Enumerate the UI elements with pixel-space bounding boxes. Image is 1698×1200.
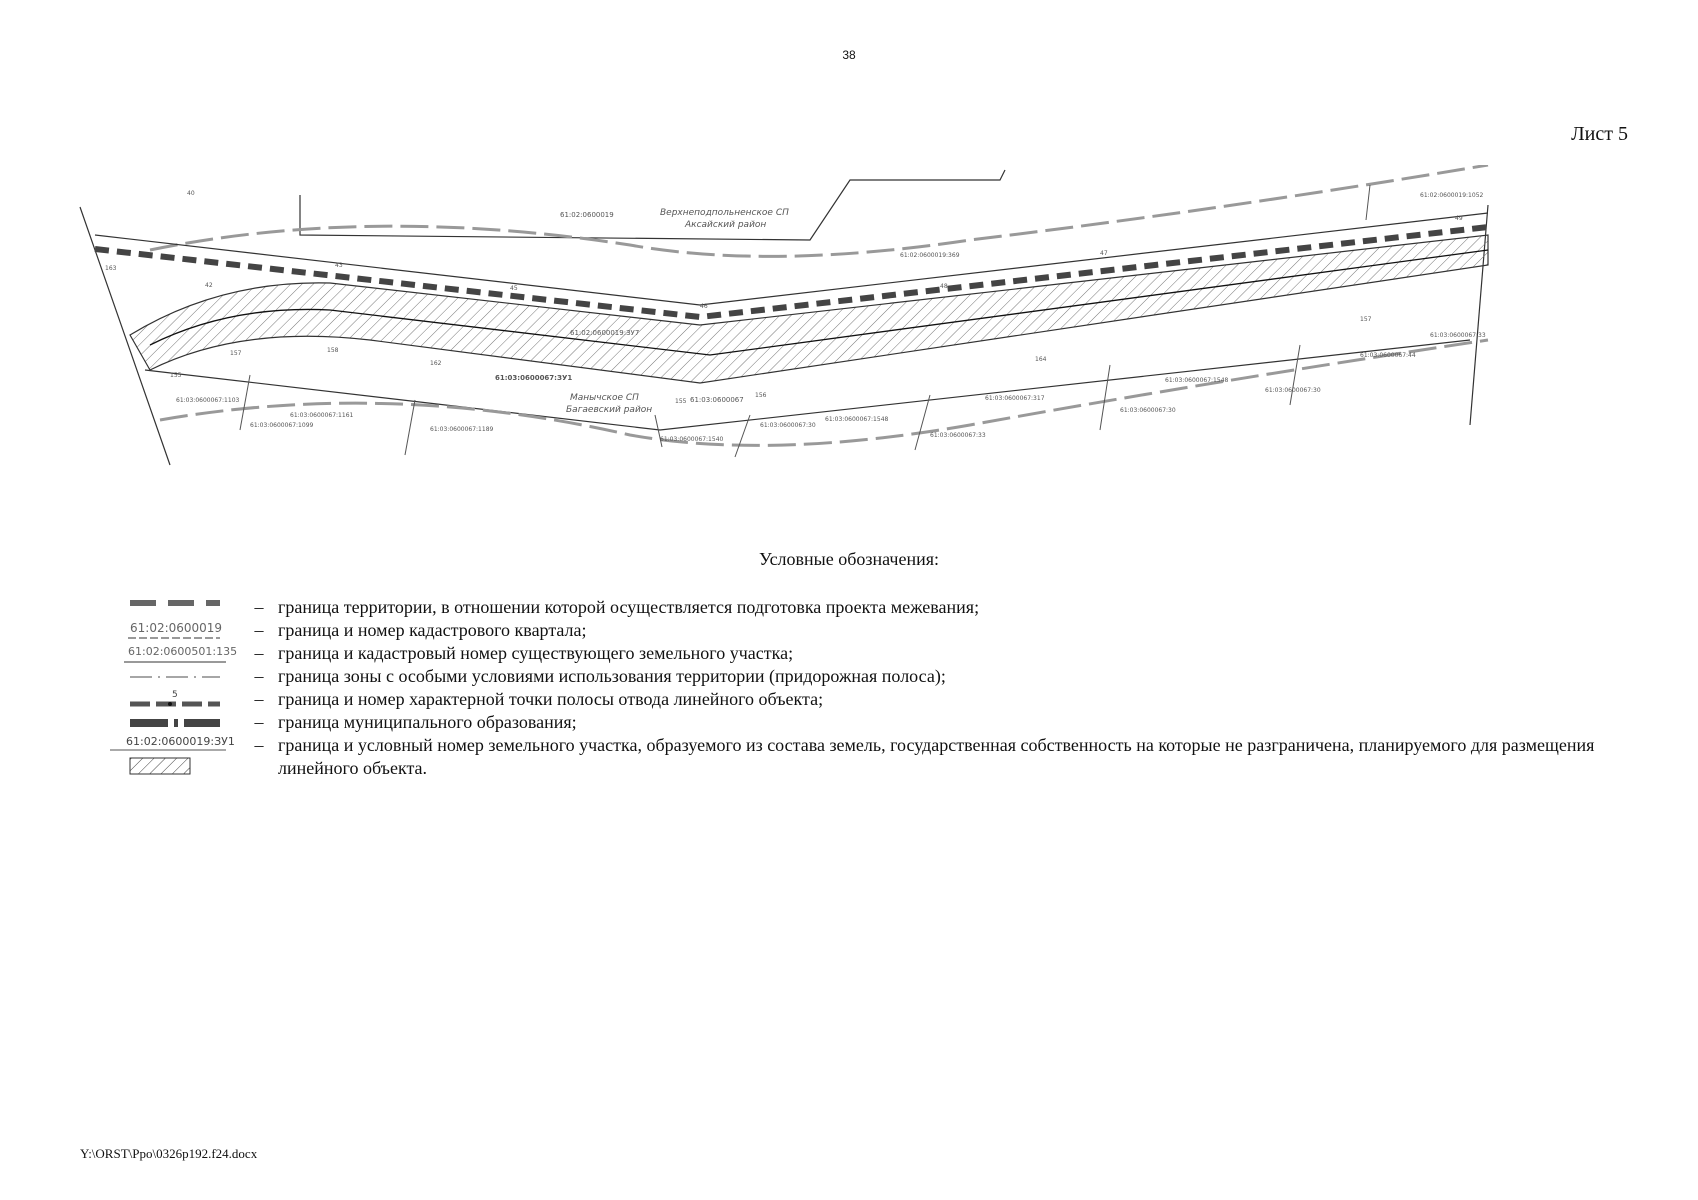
parcel-b11-label: 61:03:0600067:30 xyxy=(1265,387,1321,394)
legend-symbol-label: 61:02:0600019 xyxy=(130,621,223,635)
legend-dash: – xyxy=(254,666,264,686)
parcel-b3-label: 61:03:0600067:1161 xyxy=(290,412,354,419)
legend-text: граница и кадастровый номер существующего земельного участка; xyxy=(278,643,794,663)
point-label: 49 xyxy=(1455,215,1463,222)
legend xyxy=(110,596,1610,780)
parcel-b10-label: 61:03:0600067:1548 xyxy=(1165,377,1229,384)
parcel-b9-label: 61:03:0600067:317 xyxy=(985,395,1045,402)
point-label: 157 xyxy=(1360,316,1372,323)
parcel-b1-label: 61:03:0600067:1103 xyxy=(176,397,240,404)
legend-item xyxy=(110,642,1610,665)
sheet-label: Лист 5 xyxy=(1571,123,1628,145)
legend-symbol-parcel xyxy=(110,642,240,665)
legend-dash: – xyxy=(254,643,264,663)
parcel-b8-label: 61:03:0600067:33 xyxy=(930,432,986,439)
parcel-b5-label: 61:03:0600067:1540 xyxy=(660,436,724,443)
quarter-boundary-top xyxy=(150,165,1488,256)
district-boundary-top xyxy=(300,170,1005,240)
legend-text: граница зоны с особыми условиями использования территории (придорожная полоса); xyxy=(278,666,946,686)
legend-dash: – xyxy=(254,689,264,709)
legend-item xyxy=(110,711,1610,734)
legend-text: граница муниципального образования; xyxy=(278,712,577,732)
legend-text: граница и условный номер земельного участка, образуемого из состава земель, государственная собственность на которые не разграничена, планируемого для размещения линейного объекта. xyxy=(278,735,1595,778)
page-number: 38 xyxy=(842,48,856,62)
parcel-b7-label: 61:03:0600067:1548 xyxy=(825,416,889,423)
point-label: 156 xyxy=(755,392,767,399)
point-label: 40 xyxy=(187,190,195,197)
legend-dash: – xyxy=(254,735,264,755)
point-label: 45 xyxy=(510,285,518,292)
legend-symbol-label: 61:02:0600019:ЗУ1 xyxy=(126,735,235,748)
point-label: 46 xyxy=(700,303,708,310)
legend-symbol-point xyxy=(110,688,240,711)
planned-parcel-main-label: 61:02:0600019:ЗУ7 xyxy=(570,329,640,337)
legend-symbol-label: 61:02:0600501:135 xyxy=(128,645,238,658)
point-label: 47 xyxy=(1100,250,1108,257)
parcel-right-b-label: 61:03:0600067:33 xyxy=(1430,332,1486,339)
legend-item xyxy=(110,596,1610,619)
legend-item xyxy=(110,688,1610,711)
district-bottom-label: Багаевский район xyxy=(566,405,653,415)
planned-parcel-bottom-label: 61:03:0600067:ЗУ1 xyxy=(495,374,573,382)
district-top-label: Аксайский район xyxy=(685,220,767,230)
legend-item xyxy=(110,734,1610,780)
point-label: 155 xyxy=(675,398,687,405)
point-label: 155 xyxy=(170,372,182,379)
parcel-right-c-label: 61:03:0600067:44 xyxy=(1360,352,1416,359)
point-label: 164 xyxy=(1035,356,1047,363)
legend-symbol-project-boundary xyxy=(110,596,240,619)
quarter-bottom-label: 61:03:0600067 xyxy=(690,396,744,404)
parcel-b4-label: 61:03:0600067:1189 xyxy=(430,426,494,433)
legend-symbol-municipal xyxy=(110,711,240,734)
cadastral-map xyxy=(70,165,1630,510)
legend-symbol-quarter xyxy=(110,619,240,642)
legend-item xyxy=(110,619,1610,642)
parcel-b2-label: 61:03:0600067:1099 xyxy=(250,422,314,429)
legend-title: Условные обозначения: xyxy=(758,549,940,569)
legend-text: граница и номер кадастрового квартала; xyxy=(278,620,587,640)
legend-dash: – xyxy=(254,712,264,732)
point-label: 162 xyxy=(430,360,442,367)
settlement-bottom-label: Манычское СП xyxy=(570,393,639,403)
legend-dash: – xyxy=(254,620,264,640)
parcel-top-road-label: 61:02:0600019:369 xyxy=(900,252,960,259)
legend-symbol-label: 5 xyxy=(172,690,178,700)
legend-text: граница и номер характерной точки полосы отвода линейного объекта; xyxy=(278,689,824,709)
parcel-top-right-label: 61:02:0600019:1052 xyxy=(1420,192,1484,199)
legend-symbol-planned-parcel xyxy=(110,734,240,780)
legend-text: граница территории, в отношении которой осуществляется подготовка проекта межевания; xyxy=(278,597,980,617)
point-label: 157 xyxy=(230,350,242,357)
point-label: 48 xyxy=(940,283,948,290)
point-label: 43 xyxy=(335,262,343,269)
settlement-top-label: Верхнеподпольненское СП xyxy=(660,208,789,218)
legend-dash: – xyxy=(254,597,264,617)
legend-item xyxy=(110,665,1610,688)
footer-path: Y:\ORST\Ppo\0326p192.f24.docx xyxy=(80,1146,258,1161)
point-label: 158 xyxy=(327,347,339,354)
point-label: 42 xyxy=(205,282,213,289)
legend-symbol-roadside-zone xyxy=(110,665,240,688)
parcel-b6-label: 61:03:0600067:30 xyxy=(760,422,816,429)
point-label: 163 xyxy=(105,265,117,272)
parcel-b12-label: 61:03:0600067:30 xyxy=(1120,407,1176,414)
quarter-top-label: 61:02:0600019 xyxy=(560,211,614,219)
